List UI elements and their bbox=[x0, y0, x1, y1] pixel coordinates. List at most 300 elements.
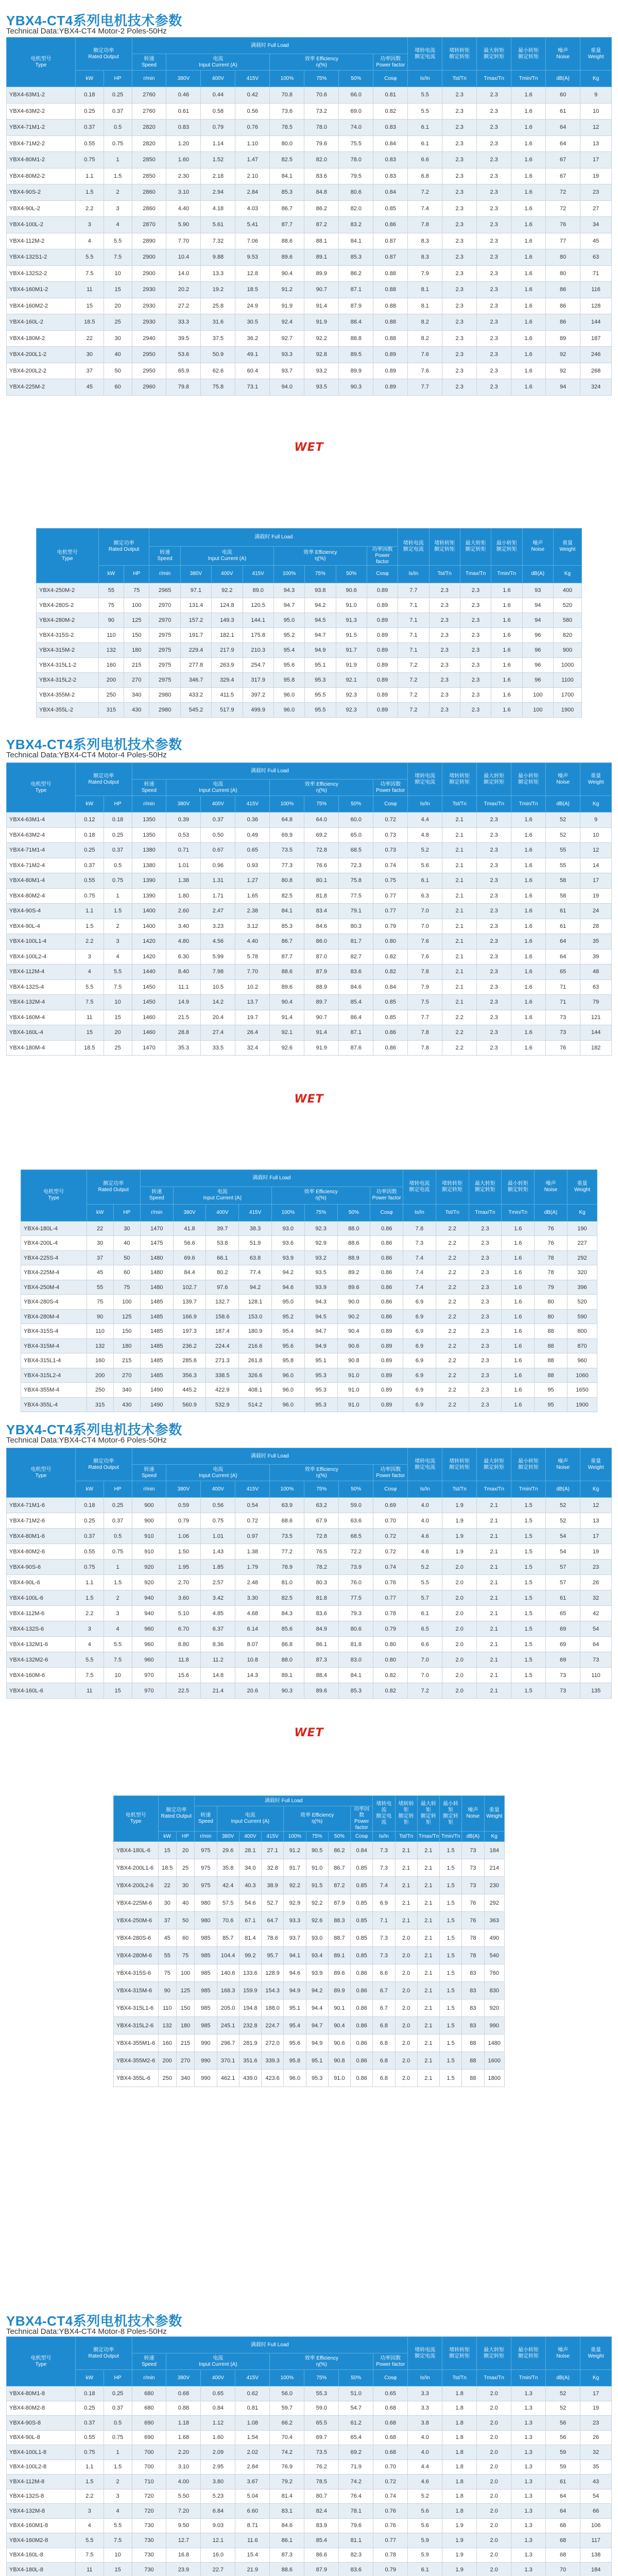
value-cell: 37 bbox=[158, 1912, 176, 1929]
value-cell: 0.86 bbox=[351, 2017, 373, 2035]
value-cell: 16.8 bbox=[166, 2548, 201, 2563]
value-cell: 64.8 bbox=[270, 812, 304, 828]
value-cell: 94.4 bbox=[306, 1999, 328, 2017]
value-cell: 2.02 bbox=[235, 2445, 270, 2460]
value-cell: 95.8 bbox=[273, 673, 304, 688]
value-cell: 0.76 bbox=[373, 2518, 408, 2533]
value-cell: 10 bbox=[104, 995, 132, 1010]
value-cell: 2.1 bbox=[395, 1842, 417, 1859]
value-cell: 72.3 bbox=[339, 858, 373, 873]
value-cell: 0.75 bbox=[75, 2445, 104, 2460]
value-cell: 86 bbox=[546, 314, 580, 331]
value-cell: 0.75 bbox=[104, 135, 132, 152]
value-cell: 73 bbox=[462, 1859, 484, 1877]
value-cell: 84.4 bbox=[173, 1265, 206, 1280]
value-cell: 1485 bbox=[140, 1353, 173, 1368]
value-cell: 1.6 bbox=[511, 298, 546, 314]
value-cell: 1.9 bbox=[442, 1529, 477, 1544]
value-cell: 5.6 bbox=[408, 2518, 442, 2533]
value-cell: 87.2 bbox=[328, 1877, 350, 1894]
value-cell: 680 bbox=[132, 2401, 166, 2416]
value-cell: 514.2 bbox=[239, 1397, 272, 1412]
value-cell: 1.1 bbox=[75, 1575, 104, 1590]
table-row bbox=[114, 1894, 505, 1912]
col-weight: 重量 Weight bbox=[580, 763, 612, 796]
value-cell: 81.0 bbox=[270, 1575, 304, 1590]
brand-logo: WET bbox=[294, 1092, 324, 1106]
unit-400: 400V bbox=[201, 796, 235, 812]
value-cell: 1420 bbox=[132, 934, 166, 950]
value-cell: 93 bbox=[522, 583, 553, 598]
value-cell: 270 bbox=[176, 2052, 194, 2070]
value-cell: 0.68 bbox=[373, 2445, 408, 2460]
unit-rpm: r/min bbox=[140, 1204, 173, 1221]
value-cell: 84.1 bbox=[339, 1668, 373, 1683]
col-full-load: 满载时 Full Load bbox=[132, 763, 408, 779]
motor-type: YBX4-100L2-8 bbox=[7, 2460, 76, 2475]
value-cell: 272.0 bbox=[262, 2035, 284, 2052]
value-cell: 54 bbox=[546, 1544, 580, 1560]
value-cell: 1.5 bbox=[511, 1590, 546, 1606]
value-cell: 2 bbox=[104, 2475, 132, 2489]
value-cell: 1.60 bbox=[201, 2430, 235, 2445]
value-cell: 960 bbox=[567, 1353, 597, 1368]
value-cell: 82.5 bbox=[270, 888, 304, 904]
unit-75: 75% bbox=[306, 1832, 328, 1842]
value-cell: 830 bbox=[484, 1982, 504, 1999]
value-cell: 5.5 bbox=[75, 1652, 104, 1668]
value-cell: 90.7 bbox=[304, 1010, 339, 1025]
value-cell: 70.6 bbox=[304, 87, 339, 104]
value-cell: 34.0 bbox=[239, 1859, 261, 1877]
value-cell: 4.40 bbox=[235, 934, 270, 950]
unit-tmax: Tmax/Tn bbox=[477, 2370, 511, 2386]
value-cell: 0.68 bbox=[373, 2430, 408, 2445]
value-cell: 182.1 bbox=[212, 628, 243, 643]
value-cell: 7.2 bbox=[408, 184, 442, 201]
value-cell: 3.23 bbox=[201, 919, 235, 934]
spec-table bbox=[6, 762, 612, 1056]
value-cell: 1440 bbox=[132, 964, 166, 980]
value-cell: 6.9 bbox=[403, 1309, 436, 1324]
motor-type: YBX4-90L-2 bbox=[7, 200, 76, 217]
value-cell: 1470 bbox=[132, 1040, 166, 1056]
value-cell: 7.9 bbox=[408, 265, 442, 282]
unit-415: 415V bbox=[235, 796, 270, 812]
value-cell: 1.6 bbox=[491, 673, 522, 688]
motor-type: YBX4-80M2-8 bbox=[7, 2401, 76, 2416]
unit-cos: Cosφ bbox=[373, 796, 408, 812]
value-cell: 92.7 bbox=[270, 330, 304, 347]
value-cell: 56.0 bbox=[270, 2386, 304, 2401]
value-cell: 93.5 bbox=[304, 1265, 337, 1280]
col-min-torque: 最小转矩 额定转矩 bbox=[502, 1170, 535, 1205]
value-cell: 7.1 bbox=[398, 628, 429, 643]
motor-type: YBX4-355L-6 bbox=[114, 2070, 159, 2087]
table-row bbox=[7, 330, 612, 347]
unit-100: 100% bbox=[271, 1204, 304, 1221]
value-cell: 4.0 bbox=[408, 2430, 442, 2445]
unit-cos: Cosφ bbox=[373, 2370, 408, 2386]
motor-type: YBX4-250M-6 bbox=[114, 1912, 159, 1929]
value-cell: 5.9 bbox=[408, 2548, 442, 2563]
value-cell: 2975 bbox=[149, 643, 180, 658]
value-cell: 40 bbox=[113, 1236, 140, 1251]
table-row bbox=[114, 2035, 505, 2052]
value-cell: 1.6 bbox=[511, 347, 546, 363]
value-cell: 0.55 bbox=[75, 1544, 104, 1560]
value-cell: 7.0 bbox=[408, 919, 442, 934]
value-cell: 0.65 bbox=[235, 843, 270, 858]
value-cell: 76 bbox=[462, 1912, 484, 1929]
value-cell: 73 bbox=[580, 1652, 612, 1668]
value-cell: 975 bbox=[195, 1877, 217, 1894]
value-cell: 6.7 bbox=[373, 1999, 395, 2017]
value-cell: 1.5 bbox=[440, 1964, 462, 1982]
col-rated-output: 额定功率 Rated Output bbox=[158, 1796, 195, 1832]
brand-logo: WET bbox=[294, 440, 324, 454]
unit-tmin: Tmin/Tn bbox=[511, 71, 546, 87]
value-cell: 72.8 bbox=[304, 1529, 339, 1544]
value-cell: 1600 bbox=[484, 2052, 504, 2070]
value-cell: 326.6 bbox=[239, 1368, 272, 1383]
table-row bbox=[7, 2548, 612, 2563]
value-cell: 224.7 bbox=[262, 2017, 284, 2035]
value-cell: 79.5 bbox=[339, 168, 373, 184]
value-cell: 1.8 bbox=[442, 2504, 477, 2519]
value-cell: 1.20 bbox=[166, 135, 201, 152]
value-cell: 55 bbox=[546, 858, 580, 873]
value-cell: 4 bbox=[104, 1621, 132, 1637]
value-cell: 6.8 bbox=[408, 168, 442, 184]
value-cell: 0.5 bbox=[104, 858, 132, 873]
unit-75: 75% bbox=[304, 796, 339, 812]
value-cell: 0.12 bbox=[75, 812, 104, 828]
table-row bbox=[21, 1295, 597, 1310]
unit-rpm: r/min bbox=[132, 71, 166, 87]
unit-db: dB(A) bbox=[462, 1832, 484, 1842]
value-cell: 1.6 bbox=[502, 1383, 535, 1398]
value-cell: 0.86 bbox=[370, 1280, 403, 1295]
value-cell: 91.3 bbox=[336, 613, 367, 628]
value-cell: 39.7 bbox=[206, 1221, 239, 1236]
value-cell: 1.9 bbox=[442, 2563, 477, 2576]
col-full-load: 满载时 Full Load bbox=[195, 1796, 373, 1806]
value-cell: 590 bbox=[567, 1309, 597, 1324]
value-cell: 90.1 bbox=[328, 1999, 350, 2017]
table-row bbox=[21, 1250, 597, 1265]
value-cell: 2970 bbox=[149, 613, 180, 628]
value-cell: 160 bbox=[158, 2035, 176, 2052]
motor-type: YBX4-90S-2 bbox=[7, 184, 76, 201]
value-cell: 580 bbox=[553, 613, 581, 628]
value-cell: 0.75 bbox=[201, 1513, 235, 1529]
value-cell: 540 bbox=[484, 1947, 504, 1964]
value-cell: 11 bbox=[75, 282, 104, 298]
value-cell: 88 bbox=[462, 2052, 484, 2070]
value-cell: 94.5 bbox=[305, 613, 336, 628]
value-cell: 1.5 bbox=[104, 904, 132, 919]
unit-380: 380V bbox=[173, 1204, 206, 1221]
value-cell: 2930 bbox=[132, 282, 166, 298]
value-cell: 2.18 bbox=[201, 168, 235, 184]
value-cell: 92.2 bbox=[212, 583, 243, 598]
value-cell: 83.4 bbox=[304, 904, 339, 919]
table-row bbox=[7, 1498, 612, 1513]
col-weight: 重量 Weight bbox=[553, 529, 581, 566]
value-cell: 0.79 bbox=[373, 2563, 408, 2576]
col-max-torque: 最大转矩 额定转矩 bbox=[460, 529, 491, 566]
value-cell: 56 bbox=[546, 2430, 580, 2445]
col-efficiency: 效率 Efficiency η(%) bbox=[270, 2353, 373, 2370]
col-locked-current: 堵转电流 额定电流 bbox=[398, 529, 429, 566]
value-cell: 0.5 bbox=[104, 2416, 132, 2431]
unit-kw: kW bbox=[87, 1204, 113, 1221]
value-cell: 2.1 bbox=[417, 1982, 439, 1999]
value-cell: 94 bbox=[522, 613, 553, 628]
value-cell: 99.2 bbox=[239, 1947, 261, 1964]
value-cell: 8.1 bbox=[408, 282, 442, 298]
value-cell: 0.37 bbox=[201, 812, 235, 828]
value-cell: 1.5 bbox=[511, 1544, 546, 1560]
value-cell: 320 bbox=[567, 1265, 597, 1280]
col-power-factor: 功率因数 Power factor bbox=[373, 54, 408, 71]
value-cell: 1.6 bbox=[511, 919, 546, 934]
value-cell: 73.5 bbox=[304, 2445, 339, 2460]
value-cell: 2.3 bbox=[460, 688, 491, 703]
value-cell: 2.0 bbox=[477, 2445, 511, 2460]
value-cell: 0.86 bbox=[351, 2070, 373, 2087]
page-break bbox=[0, 1723, 618, 1742]
unit-is: Is/In bbox=[403, 1204, 436, 1221]
value-cell: 2.1 bbox=[395, 1877, 417, 1894]
value-cell: 2.3 bbox=[460, 658, 491, 673]
value-cell: 73.6 bbox=[270, 103, 304, 120]
motor-type: YBX4-100L2-4 bbox=[7, 949, 76, 964]
value-cell: 92.3 bbox=[304, 1221, 337, 1236]
value-cell: 2.3 bbox=[477, 200, 511, 217]
value-cell: 144.1 bbox=[243, 613, 273, 628]
value-cell: 87.2 bbox=[304, 217, 339, 233]
value-cell: 0.37 bbox=[104, 1513, 132, 1529]
value-cell: 2.3 bbox=[469, 1250, 502, 1265]
value-cell: 0.89 bbox=[370, 1324, 403, 1339]
value-cell: 1.6 bbox=[491, 688, 522, 703]
table-row bbox=[7, 120, 612, 136]
value-cell: 45 bbox=[75, 379, 104, 396]
unit-kw: kW bbox=[75, 1481, 104, 1498]
value-cell: 0.88 bbox=[373, 265, 408, 282]
col-power-factor: 功率因数 Power factor bbox=[373, 779, 408, 796]
motor-type: YBX4-160M-6 bbox=[7, 1668, 76, 1683]
value-cell: 4.6 bbox=[408, 1544, 442, 1560]
value-cell: 4.0 bbox=[408, 2445, 442, 2460]
value-cell: 90.8 bbox=[337, 1353, 370, 1368]
value-cell: 0.86 bbox=[351, 1999, 373, 2017]
value-cell: 59.0 bbox=[339, 1498, 373, 1513]
value-cell: 79 bbox=[580, 995, 612, 1010]
value-cell: 92 bbox=[546, 347, 580, 363]
value-cell: 7.6 bbox=[408, 347, 442, 363]
value-cell: 92.3 bbox=[336, 688, 367, 703]
motor-type: YBX4-80M1-4 bbox=[7, 873, 76, 889]
value-cell: 39 bbox=[580, 949, 612, 964]
value-cell: 7.0 bbox=[408, 1652, 442, 1668]
value-cell: 2.1 bbox=[477, 1683, 511, 1699]
value-cell: 37.5 bbox=[201, 330, 235, 347]
value-cell: 2.3 bbox=[477, 184, 511, 201]
value-cell: 1.6 bbox=[511, 168, 546, 184]
value-cell: 261.8 bbox=[239, 1353, 272, 1368]
motor-type: YBX4-132M2-6 bbox=[7, 1652, 76, 1668]
col-speed: 转速 Speed bbox=[132, 54, 166, 71]
unit-75: 75% bbox=[304, 71, 339, 87]
value-cell: 66.1 bbox=[206, 1250, 239, 1265]
motor-type: YBX4-112M-8 bbox=[7, 2475, 76, 2489]
value-cell: 7.20 bbox=[166, 2504, 201, 2519]
value-cell: 3 bbox=[104, 200, 132, 217]
motor-type: YBX4-132S2-2 bbox=[7, 265, 76, 282]
value-cell: 135 bbox=[580, 1683, 612, 1699]
value-cell: 2.1 bbox=[477, 1621, 511, 1637]
value-cell: 3.67 bbox=[235, 2475, 270, 2489]
value-cell: 0.65 bbox=[373, 2386, 408, 2401]
value-cell: 2820 bbox=[132, 135, 166, 152]
value-cell: 1470 bbox=[140, 1221, 173, 1236]
table-row bbox=[7, 249, 612, 266]
table-row bbox=[7, 1652, 612, 1668]
value-cell: 2.3 bbox=[460, 673, 491, 688]
motor-type: YBX4-71M1-2 bbox=[7, 120, 76, 136]
value-cell: 85.3 bbox=[270, 184, 304, 201]
value-cell: 15 bbox=[75, 298, 104, 314]
value-cell: 5.2 bbox=[408, 2489, 442, 2504]
value-cell: 2.3 bbox=[469, 1221, 502, 1236]
value-cell: 15.4 bbox=[235, 2548, 270, 2563]
col-model: 电机型号 Type bbox=[7, 38, 76, 87]
value-cell: 2.3 bbox=[442, 168, 477, 184]
value-cell: 80.1 bbox=[304, 873, 339, 889]
value-cell: 16.0 bbox=[201, 2548, 235, 2563]
value-cell: 6.9 bbox=[403, 1368, 436, 1383]
value-cell: 13.3 bbox=[201, 265, 235, 282]
value-cell: 60 bbox=[546, 87, 580, 104]
value-cell: 55 bbox=[546, 843, 580, 858]
col-min-torque: 最小转矩 额定转矩 bbox=[511, 38, 546, 71]
value-cell: 1.6 bbox=[511, 995, 546, 1010]
value-cell: 94.7 bbox=[305, 628, 336, 643]
value-cell: 2.3 bbox=[429, 688, 460, 703]
value-cell: 82.0 bbox=[304, 152, 339, 168]
value-cell: 1.6 bbox=[491, 598, 522, 613]
col-speed: 转速 Speed bbox=[132, 2353, 166, 2370]
value-cell: 2.1 bbox=[477, 1529, 511, 1544]
value-cell: 106 bbox=[580, 2518, 612, 2533]
value-cell: 6.14 bbox=[235, 1621, 270, 1637]
value-cell: 95.3 bbox=[304, 1383, 337, 1398]
value-cell: 2.1 bbox=[417, 1877, 439, 1894]
value-cell: 1.3 bbox=[511, 2504, 546, 2519]
value-cell: 0.56 bbox=[235, 103, 270, 120]
value-cell: 2.1 bbox=[442, 979, 477, 995]
value-cell: 2.3 bbox=[442, 120, 477, 136]
value-cell: 1.6 bbox=[511, 1010, 546, 1025]
value-cell: 8.80 bbox=[166, 1637, 201, 1652]
value-cell: 7.70 bbox=[235, 964, 270, 980]
value-cell: 81.4 bbox=[239, 1929, 261, 1947]
unit-hp: HP bbox=[124, 565, 149, 583]
value-cell: 6.6 bbox=[408, 1637, 442, 1652]
value-cell: 85.3 bbox=[339, 249, 373, 266]
unit-db: dB(A) bbox=[546, 71, 580, 87]
value-cell: 94.3 bbox=[273, 583, 304, 598]
value-cell: 2.3 bbox=[469, 1280, 502, 1295]
value-cell: 75 bbox=[113, 1280, 140, 1295]
value-cell: 100 bbox=[522, 703, 553, 718]
value-cell: 2.48 bbox=[235, 1575, 270, 1590]
unit-kw: kW bbox=[75, 71, 104, 87]
value-cell: 0.44 bbox=[201, 87, 235, 104]
value-cell: 214 bbox=[484, 1859, 504, 1877]
value-cell: 82.5 bbox=[270, 152, 304, 168]
value-cell: 131.4 bbox=[180, 598, 211, 613]
table-row bbox=[37, 688, 582, 703]
value-cell: 1000 bbox=[553, 658, 581, 673]
value-cell: 940 bbox=[132, 1590, 166, 1606]
value-cell: 0.39 bbox=[166, 812, 201, 828]
value-cell: 84.1 bbox=[270, 904, 304, 919]
value-cell: 1.6 bbox=[502, 1309, 535, 1324]
table-row bbox=[7, 964, 612, 980]
value-cell: 2940 bbox=[132, 330, 166, 347]
value-cell: 0.74 bbox=[373, 858, 408, 873]
value-cell: 64 bbox=[546, 135, 580, 152]
value-cell: 8.40 bbox=[166, 964, 201, 980]
value-cell: 9 bbox=[580, 812, 612, 828]
value-cell: 1.52 bbox=[201, 152, 235, 168]
value-cell: 2.3 bbox=[469, 1236, 502, 1251]
motor-type: YBX4-160L-2 bbox=[7, 314, 76, 331]
value-cell: 149.3 bbox=[212, 613, 243, 628]
value-cell: 4.8 bbox=[408, 827, 442, 843]
value-cell: 1.6 bbox=[511, 858, 546, 873]
col-model: 电机型号 Type bbox=[7, 1448, 76, 1498]
value-cell: 94.0 bbox=[270, 379, 304, 396]
value-cell: 2.3 bbox=[477, 282, 511, 298]
value-cell: 7.8 bbox=[408, 1025, 442, 1041]
value-cell: 1.5 bbox=[440, 1859, 462, 1877]
value-cell: 0.78 bbox=[373, 2548, 408, 2563]
value-cell: 6.1 bbox=[408, 1606, 442, 1621]
value-cell: 1.6 bbox=[511, 200, 546, 217]
page-break bbox=[0, 438, 618, 456]
unit-cos: Cosφ bbox=[373, 1481, 408, 1498]
value-cell: 7.5 bbox=[104, 1652, 132, 1668]
value-cell: 0.83 bbox=[373, 152, 408, 168]
table-row bbox=[7, 873, 612, 889]
value-cell: 68.5 bbox=[339, 843, 373, 858]
value-cell: 0.49 bbox=[235, 827, 270, 843]
value-cell: 10.2 bbox=[235, 979, 270, 995]
value-cell: 49.1 bbox=[235, 347, 270, 363]
value-cell: 1.6 bbox=[511, 265, 546, 282]
value-cell: 2.3 bbox=[442, 379, 477, 396]
value-cell: 8.71 bbox=[235, 2518, 270, 2533]
value-cell: 75.8 bbox=[339, 873, 373, 889]
value-cell: 64 bbox=[546, 949, 580, 964]
value-cell: 3 bbox=[75, 217, 104, 233]
value-cell: 73 bbox=[546, 1025, 580, 1041]
